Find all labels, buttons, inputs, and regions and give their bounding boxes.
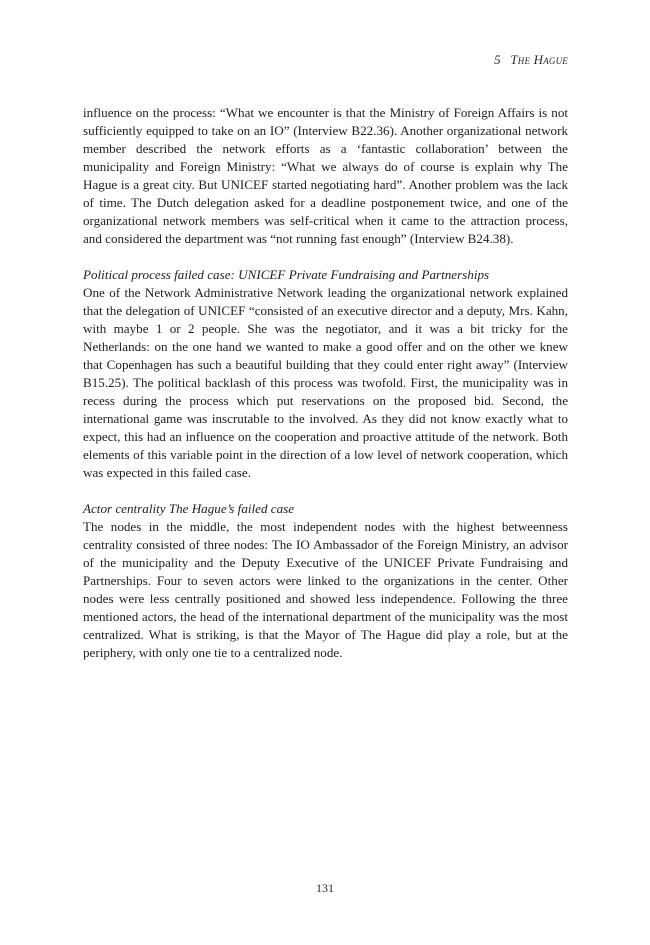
chapter-number: 5 <box>494 52 501 67</box>
paragraph-political-process: One of the Network Administrative Network leading the organizational network explained that the delegation of UNICEF “consisted of an executive director and a deputy, Mrs. Kahn, with maybe 1 or 2 people. She was the negotiator, and it was a bit tricky for the Netherlands: on the one hand we wanted to make a good offer and on the other we knew that Copenhagen has such a beautiful building that they could enter right away” (Interview B15.25). The political backlash of this process was twofold. First, the municipality was in recess during the process which put reservations on the proposed bid. Second, the international game was inscrutable to the involved. As they did not know exactly what to expect, this had an influence on the cooperation and proactive attitude of the network. Both elements of this variable point in the direction of a low level of network cooperation, which was expected in this failed case. <box>83 285 568 480</box>
paragraph-actor-centrality: The nodes in the middle, the most independent nodes with the highest betweenness centrality consisted of three nodes: The IO Ambassador of the Foreign Ministry, an advisor of the municipality and the Deputy Executive of the UNICEF Private Fundraising and Partnerships. Four to seven actors were linked to the organizations in the center. Other nodes were less centrally positioned and showed less independence. Following the three mentioned actors, the head of the international department of the municipality was the most centralized. What is striking, is that the Mayor of The Hague did play a role, but at the periphery, with only one tie to a centralized node. <box>83 519 568 660</box>
paragraph-intro: influence on the process: “What we encounter is that the Ministry of Foreign Affairs is not sufficiently equipped to take on an IO” (Interview B22.36). Another organizational network member described the network efforts as a ‘fantastic collaboration’ between the municipality and Foreign Ministry: “What we always do of course is explain why The Hague is a great city. But UNICEF started negotiating hard”. Another problem was the lack of time. The Dutch delegation asked for a deadline postponement twice, and one of the organizational network members was self-critical when it came to the attraction process, and considered the department was “not running fast enough” (Interview B24.38). <box>83 105 568 246</box>
chapter-title: The Hague <box>510 52 568 67</box>
running-head <box>494 52 568 68</box>
section-heading-political-process: Political process failed case: UNICEF Private Fundraising and Partnerships <box>83 267 490 282</box>
section-gap <box>83 482 568 500</box>
section-gap <box>83 248 568 266</box>
body-text <box>83 104 568 662</box>
section-heading-actor-centrality: Actor centrality The Hague’s failed case <box>83 501 295 516</box>
page-number: 131 <box>316 881 334 895</box>
